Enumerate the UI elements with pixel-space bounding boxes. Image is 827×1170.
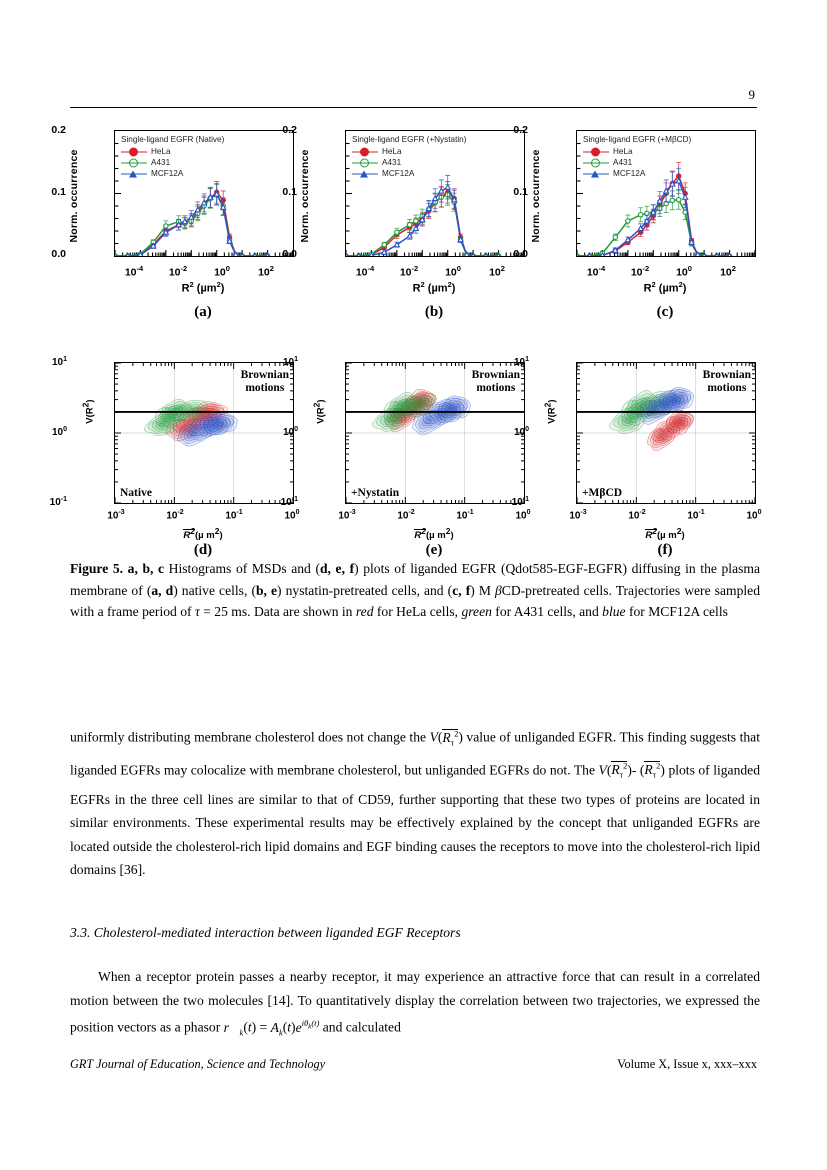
legend-entry-a431 <box>583 157 691 168</box>
legend-entry-mcf12a <box>121 168 224 179</box>
legend-marker-hela <box>352 147 378 156</box>
legend-entry-a431 <box>121 157 224 168</box>
caption-part-10: for MCF12A cells <box>625 604 728 619</box>
caption-cf: c, f <box>452 582 471 598</box>
legend-entry-hela <box>352 146 466 157</box>
panel-d-condition-label: Native <box>120 487 152 499</box>
panel-b-xtick-1: $10^{-2}$ <box>399 264 419 279</box>
panel-a-y-axis-label: Norm. occurrence <box>68 149 80 243</box>
panel-d-ytick-0: $10^1$ <box>51 355 67 369</box>
panel-c-xtick-1: $10^{-2}$ <box>630 264 650 279</box>
caption-part-3: ) native cells, ( <box>173 582 256 598</box>
math-v-rtau2-b: $V(R_\tau^2)-$ $(R_\tau^2)$ <box>598 760 665 780</box>
panel-c-legend <box>583 134 691 179</box>
panel-b-letter: (b) <box>424 304 444 320</box>
panel-d-xtick-0: $10^{-3}$ <box>107 509 125 522</box>
legend-label-hela: HeLa <box>613 147 633 156</box>
caption-part-1: Histograms of MSDs and ( <box>164 561 320 576</box>
panel-f-xtick-2: $10^{-1}$ <box>687 509 705 522</box>
caption-abc: a, b, c <box>127 561 165 576</box>
legend-marker-a431 <box>121 158 147 167</box>
panel-f-xtick-1: $10^{-2}$ <box>628 509 646 522</box>
legend-entry-hela <box>121 146 224 157</box>
panel-c-xtick-2: $10^0$ <box>676 264 692 279</box>
panel-f-brownian-annotation: Brownian motions <box>702 369 751 394</box>
legend-marker-hela <box>121 147 147 156</box>
panel-f-ytick-1: $10^0$ <box>513 425 529 439</box>
panel-d <box>49 354 300 562</box>
caption-green: green <box>461 604 492 619</box>
panel-a-legend <box>121 134 224 179</box>
para2-sentence-1: When a receptor protein passes a nearby receptor, it may experience an attractive force that can result in a correlated motion between the two molecules [14]. To quantitatively display the correlation between two trajectories, we expressed the position vectors as a phasor <box>70 969 760 1035</box>
panel-c-xtick-0: $10^{-4}$ <box>586 264 606 279</box>
panel-b-y-axis-label: Norm. occurrence <box>299 149 311 243</box>
panel-c-xtick-3: $10^2$ <box>720 264 736 279</box>
caption-part-2: ) plots of liganded EGFR (Qdot585-EGF-EGFR) diffusing in the plasma membrane of ( <box>70 561 760 598</box>
panel-f-plot-area <box>576 362 756 504</box>
panel-e-xtick-0: $10^{-3}$ <box>338 509 356 522</box>
caption-beta: β <box>494 582 502 598</box>
legend-label-hela: HeLa <box>151 147 171 156</box>
panel-e <box>280 354 531 562</box>
para2-sentence-2: and calculated <box>319 1019 401 1035</box>
panel-a-x-axis-label: $R^2$ (µm$^2$) <box>181 280 225 295</box>
panel-a-legend-title: Single-ligand EGFR (Native) <box>121 135 225 144</box>
legend-label-a431: A431 <box>151 158 171 167</box>
panel-a-xtick-3: $10^2$ <box>258 264 274 279</box>
panel-d-x-axis-label: $R^2(\mu$ $m^2$) <box>183 526 223 542</box>
legend-marker-hela <box>583 147 609 156</box>
caption-be: b, e <box>255 582 278 598</box>
legend-marker-mcf12a <box>583 169 609 178</box>
legend-entry-mcf12a <box>583 168 691 179</box>
panel-e-xtick-1: $10^{-2}$ <box>397 509 415 522</box>
legend-label-a431: A431 <box>382 158 402 167</box>
panel-e-ytick-2: $10^{-1}$ <box>280 495 298 509</box>
math-v-rtau2-a: $V(R_\tau^2)$ <box>429 728 463 748</box>
panel-c-x-axis-label: $R^2$ (µm$^2$) <box>643 280 687 295</box>
panel-d-brownian-annotation: Brownian motions <box>240 369 289 394</box>
legend-marker-mcf12a <box>352 169 378 178</box>
legend-entry-hela <box>583 146 691 157</box>
figure-caption <box>70 558 760 623</box>
panel-e-brownian-annotation: Brownian motions <box>471 369 520 394</box>
panel-e-xtick-2: $10^{-1}$ <box>456 509 474 522</box>
panel-a-ytick-1: 0.1 <box>51 186 66 198</box>
panel-a-ytick-2: 0.0 <box>51 248 66 260</box>
page-footer <box>70 1057 757 1072</box>
body-paragraph-2 <box>70 965 760 1045</box>
legend-entry-mcf12a <box>352 168 466 179</box>
panel-c-y-axis-label: Norm. occurrence <box>530 149 542 243</box>
panel-b-ytick-2: 0.0 <box>282 248 297 260</box>
legend-marker-a431 <box>583 158 609 167</box>
panel-d-y-axis-label: $V(R^2)$ <box>80 399 96 424</box>
panel-f-x-axis-label: $R^2(\mu$ $m^2$) <box>645 526 685 542</box>
body-paragraph-1 <box>70 722 760 882</box>
panel-d-xtick-3: $10^0$ <box>284 509 300 522</box>
panel-e-condition-label: +Nystatin <box>351 487 400 499</box>
panel-d-xtick-2: $10^{-1}$ <box>225 509 243 522</box>
panel-a-xtick-0: $10^{-4}$ <box>124 264 144 279</box>
footer-journal-name: GRT Journal of Education, Science and Technology <box>70 1057 326 1071</box>
legend-label-mcf12a: MCF12A <box>151 169 184 178</box>
panel-e-x-axis-label: $R^2(\mu$ $m^2$) <box>414 526 454 542</box>
math-phasor: $r⃗_k(t) = A_k(t)e^{i\theta_k(t)}$ <box>223 1018 320 1038</box>
legend-label-hela: HeLa <box>382 147 402 156</box>
page-header <box>70 88 757 108</box>
panel-f-ytick-2: $10^{-1}$ <box>511 495 529 509</box>
panel-b-legend-title: Single-ligand EGFR (+Nystatin) <box>352 135 467 144</box>
header-rule <box>70 107 757 108</box>
panel-a <box>51 122 298 330</box>
para1-sentence-3: plots of liganded EGFRs in the three cell lines are similar to that of CD59, further supporting that these two types of proteins are located in similar environments. These experimental results may be effectively explained by the concept that unliganded EGFRs are located outside the cholesterol-rich lipid domains and EGF binding causes the receptors to move into the cholesterol-rich lipid domains [36]. <box>70 762 761 877</box>
panel-e-ytick-1: $10^0$ <box>282 425 298 439</box>
panel-f-xtick-0: $10^{-3}$ <box>569 509 587 522</box>
legend-label-mcf12a: MCF12A <box>613 169 646 178</box>
caption-part-8: for HeLa cells, <box>373 604 462 619</box>
panel-e-xtick-3: $10^0$ <box>515 509 531 522</box>
panel-c-ytick-2: 0.0 <box>513 248 528 260</box>
panel-f-condition-label: +MβCD <box>582 487 623 499</box>
caption-figure-label: Figure 5. <box>70 561 124 576</box>
panel-b-xtick-3: $10^2$ <box>489 264 505 279</box>
panel-b-legend <box>352 134 466 179</box>
caption-part-7: = 25 ms. Data are shown in <box>199 604 356 619</box>
panel-d-ytick-1: $10^0$ <box>51 425 67 439</box>
footer-volume-info: Volume X, Issue x, xxx–xxx <box>617 1057 757 1071</box>
legend-entry-a431 <box>352 157 466 168</box>
panel-b-ytick-1: 0.1 <box>282 186 297 198</box>
legend-label-a431: A431 <box>613 158 633 167</box>
figure-5 <box>49 122 762 562</box>
panel-b-ytick-0: 0.2 <box>282 124 297 136</box>
panel-a-ytick-0: 0.2 <box>51 124 66 136</box>
legend-marker-a431 <box>352 158 378 167</box>
legend-marker-mcf12a <box>121 169 147 178</box>
panel-d-xtick-1: $10^{-2}$ <box>166 509 184 522</box>
panel-c <box>513 122 760 330</box>
panel-e-y-axis-label: $V(R^2)$ <box>311 399 327 424</box>
panel-c-letter: (c) <box>656 304 674 320</box>
caption-ad: a, d <box>151 582 174 598</box>
panel-d-letter: (d) <box>193 542 213 558</box>
caption-blue: blue <box>602 604 626 619</box>
panel-c-legend-title: Single-ligand EGFR (+MβCD) <box>583 135 692 144</box>
caption-def: d, e, f <box>319 561 355 576</box>
para1-sentence-2: value of unliganded EGFR. This finding suggests that liganded EGFRs may colocalize with membrane cholesterol, but unliganded EGFRs do not. The <box>70 729 760 778</box>
panel-f-letter: (f) <box>657 542 673 558</box>
caption-part-6: CD-pretreated cells. Trajectories were sampled with a frame period of <box>70 582 760 619</box>
panel-a-letter: (a) <box>194 304 212 320</box>
caption-tau: τ <box>194 604 200 619</box>
panel-f-y-axis-label: $V(R^2)$ <box>542 399 558 424</box>
panel-a-plot-area <box>114 130 294 257</box>
panel-b-xtick-2: $10^0$ <box>445 264 461 279</box>
panel-f <box>511 354 762 562</box>
para1-sentence-1: uniformly distributing membrane cholesterol does not change the <box>70 729 430 745</box>
panel-e-plot-area <box>345 362 525 504</box>
panel-e-letter: (e) <box>425 542 443 558</box>
caption-part-9: for A431 cells, and <box>491 604 603 619</box>
panel-c-ytick-0: 0.2 <box>513 124 528 136</box>
figure-row-contours <box>49 354 762 562</box>
panel-f-xtick-3: $10^0$ <box>746 509 762 522</box>
legend-label-mcf12a: MCF12A <box>382 169 415 178</box>
section-heading-3-3: 3.3. Cholesterol-mediated interaction between liganded EGF Receptors <box>70 925 461 940</box>
page-number: 9 <box>748 87 755 102</box>
panel-c-plot-area <box>576 130 756 257</box>
caption-part-5: ) M <box>470 582 495 598</box>
panel-d-ytick-2: $10^{-1}$ <box>49 495 67 509</box>
panel-e-ytick-0: $10^1$ <box>282 355 298 369</box>
caption-red: red <box>355 604 374 619</box>
panel-b-x-axis-label: $R^2$ (µm$^2$) <box>412 280 456 295</box>
caption-part-4: ) nystatin-pretreated cells, and ( <box>277 582 453 598</box>
panel-a-xtick-2: $10^0$ <box>214 264 230 279</box>
panel-c-ytick-1: 0.1 <box>513 186 528 198</box>
panel-b-plot-area <box>345 130 525 257</box>
panel-b <box>282 122 529 330</box>
panel-b-xtick-0: $10^{-4}$ <box>355 264 375 279</box>
panel-d-plot-area <box>114 362 294 504</box>
panel-a-xtick-1: $10^{-2}$ <box>168 264 188 279</box>
panel-f-ytick-0: $10^1$ <box>513 355 529 369</box>
figure-row-histograms <box>51 122 760 330</box>
